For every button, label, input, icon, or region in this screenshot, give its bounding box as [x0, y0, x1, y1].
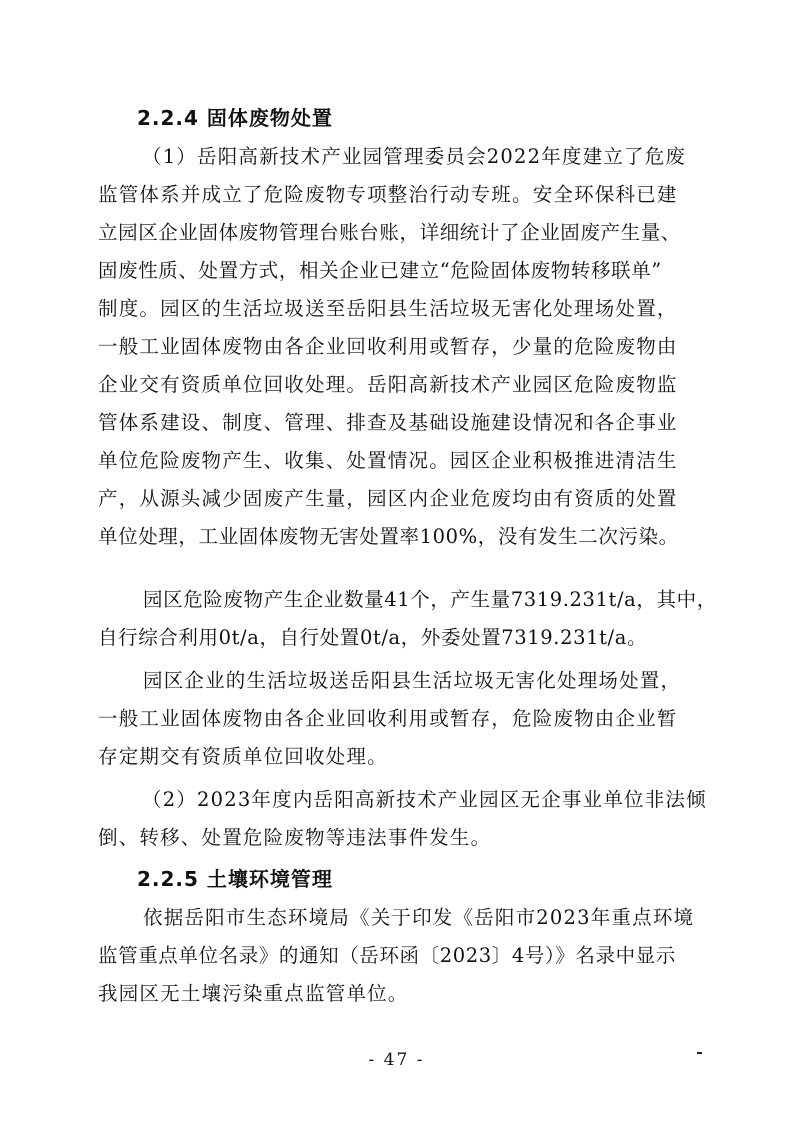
paragraph-line: 企业交有资质单位回收处理。岳阳高新技术产业园区危险废物监	[98, 373, 678, 396]
paragraph-soil-management	[98, 899, 698, 1013]
paragraph-line: 园区企业的生活垃圾送岳阳县生活垃圾无害化处理场处置，	[143, 669, 682, 692]
paragraph-line: 园区危险废物产生企业数量41个，产生量7319.231t/a，其中，	[143, 588, 717, 611]
paragraph-line: 监管体系并成立了危险废物专项整治行动专班。安全环保科已建	[98, 183, 678, 206]
paragraph-no-violations	[98, 781, 707, 857]
paragraph-line: （2）2023年度内岳阳高新技术产业园区无企事业单位非法倾	[142, 788, 707, 811]
paragraph-line: 倒、转移、处置危险废物等违法事件发生。	[98, 826, 492, 849]
paragraph-line: 单位处理，工业固体废物无害处置率100%，没有发生二次污染。	[98, 525, 679, 548]
scan-mark	[697, 1052, 702, 1054]
page-number: - 47 -	[368, 1050, 425, 1070]
paragraph-line: 产，从源头减少固废产生量，园区内企业危废均由有资质的处置	[98, 487, 678, 510]
paragraph-hazardous-waste-stats	[98, 581, 717, 657]
paragraph-line: 管体系建设、制度、管理、排查及基础设施建设情况和各企事业	[98, 411, 678, 434]
paragraph-line: 单位危险废物产生、收集、处置情况。园区企业积极推进清洁生	[98, 449, 678, 472]
paragraph-line: 制度。园区的生活垃圾送至岳阳县生活垃圾无害化处理场处置，	[98, 297, 678, 320]
paragraph-line: 一般工业固体废物由各企业回收利用或暂存，少量的危险废物由	[98, 335, 678, 358]
section-heading-2-2-4: 2.2.4 固体废物处置	[137, 106, 333, 130]
section-heading-2-2-5: 2.2.5 土壤环境管理	[137, 867, 333, 891]
paragraph-line: 我园区无土壤污染重点监管单位。	[98, 982, 409, 1005]
paragraph-line: 监管重点单位名录》的通知（岳环函〔2023〕4号）》名录中显示	[98, 944, 676, 967]
paragraph-line: 一般工业固体废物由各企业回收利用或暂存，危险废物由企业暂	[98, 707, 678, 730]
paragraph-line: 自行综合利用0t/a，自行处置0t/a，外委处置7319.231t/a。	[98, 626, 648, 649]
paragraph-line: 立园区企业固体废物管理台账台账，详细统计了企业固废产生量、	[98, 221, 681, 244]
paragraph-hazardous-waste-system	[98, 138, 698, 556]
paragraph-line: 固废性质、处置方式，相关企业已建立“危险固体废物转移联单”	[98, 259, 662, 282]
paragraph-line: 依据岳阳市生态环境局《关于印发《岳阳市2023年重点环境	[143, 906, 695, 929]
paragraph-line: （1）岳阳高新技术产业园管理委员会2022年度建立了危废	[142, 145, 687, 168]
paragraph-line: 存定期交有资质单位回收处理。	[98, 745, 388, 768]
paragraph-domestic-waste	[98, 662, 698, 776]
